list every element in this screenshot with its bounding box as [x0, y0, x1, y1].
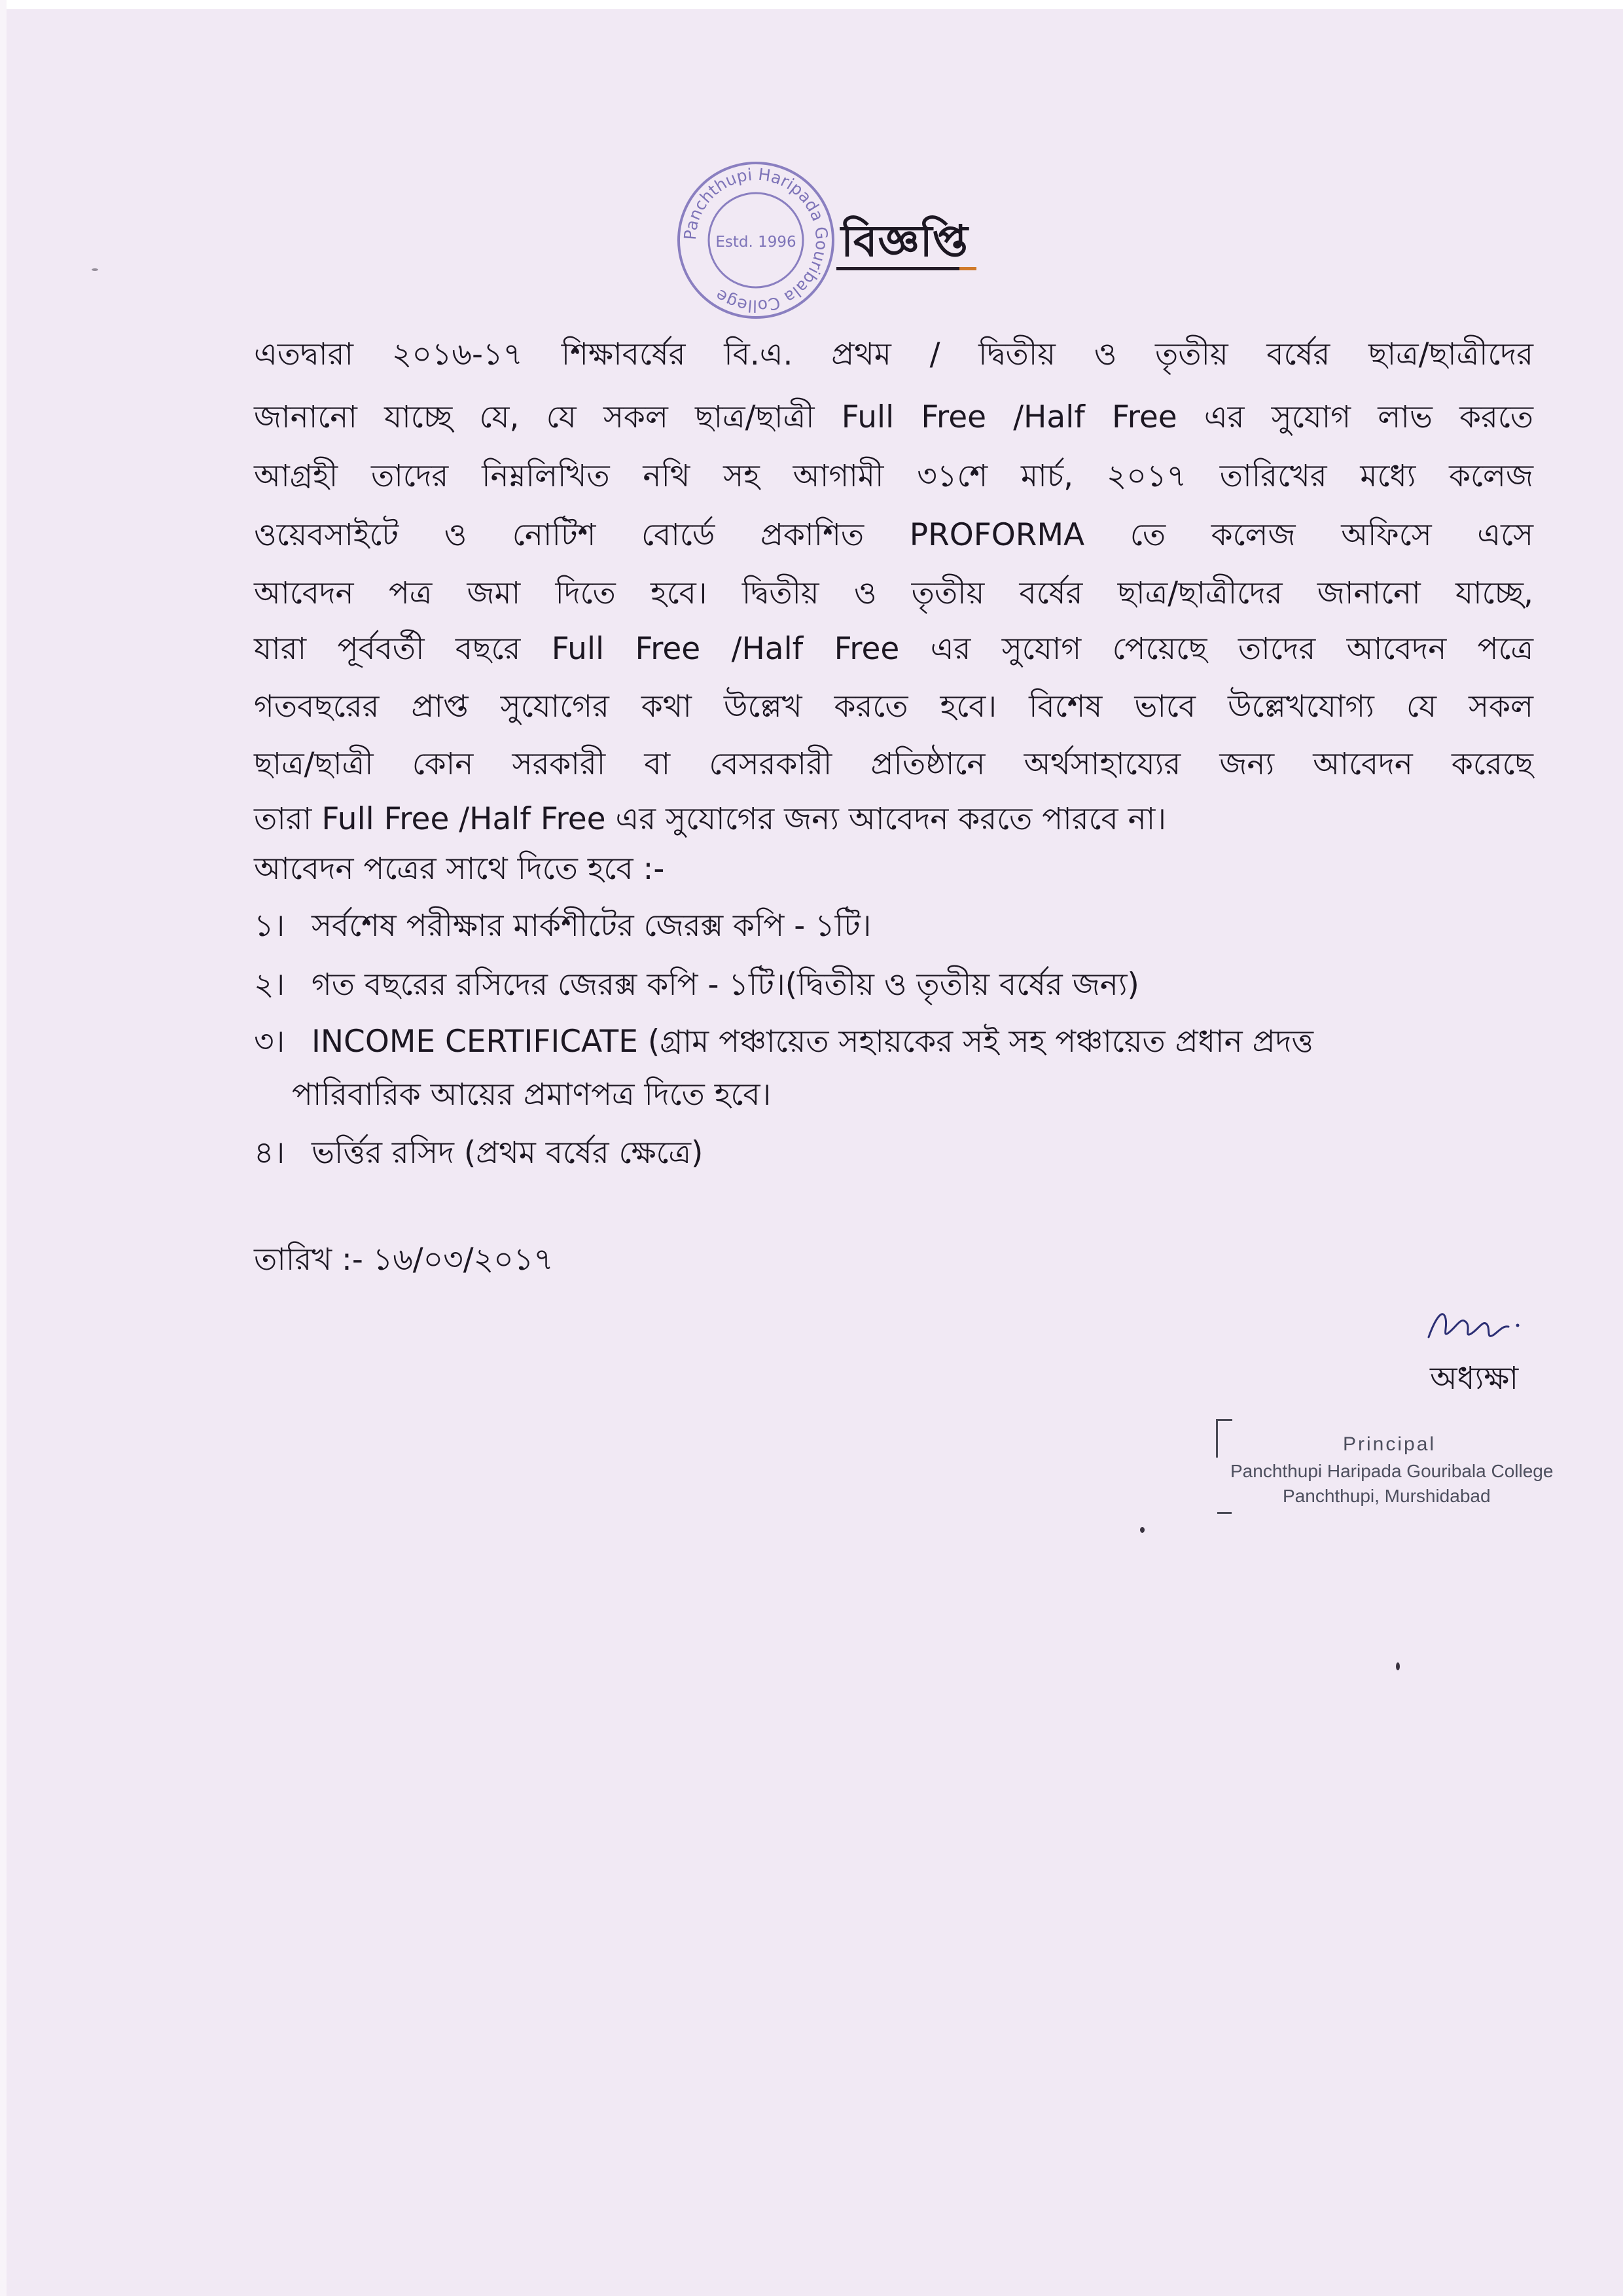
principal-signature: [1423, 1299, 1522, 1352]
scan-edge-left: [0, 0, 7, 2296]
scan-speck: [1140, 1527, 1145, 1533]
list-item-number: ১।: [254, 908, 285, 944]
list-item: গত বছরের রসিদের জেরক্স কপি - ১টি।(দ্বিতীয় ও তৃতীয় বর্ষের জন্য): [312, 967, 1139, 1003]
paragraph-line: আগ্রহী তাদের নিম্নলিখিত নথি সহ আগামী ৩১শে মার্চ, ২০১৭ তারিখের মধ্যে কলেজ: [254, 458, 1533, 494]
stamp-address: Panchthupi, Murshidabad: [1283, 1486, 1491, 1506]
list-item: ভর্ত্তির রসিদ (প্রথম বর্ষের ক্ষেত্রে): [312, 1135, 704, 1171]
scan-edge-top: [0, 0, 1623, 9]
paragraph-line: ওয়েবসাইটে ও নোটিশ বোর্ডে প্রকাশিত PROFORMA তে কলেজ অফিসে এসে: [254, 517, 1533, 553]
paragraph-line: তারা Full Free /Half Free এর সুযোগের জন্য আবেদন করতে পারবে না।: [254, 801, 1167, 837]
paragraph-line: গতবছরের প্রাপ্ত সুযোগের কথা উল্লেখ করতে হবে। বিশেষ ভাবে উল্লেখযোগ্য যে সকল: [254, 689, 1533, 725]
stamp-dash: [1217, 1512, 1232, 1514]
date-line: তারিখ :- ১৬/০৩/২০১৭: [254, 1242, 554, 1278]
college-seal: [674, 158, 838, 322]
stamp-college: Panchthupi Haripada Gouribala College: [1230, 1461, 1554, 1481]
list-item: INCOME CERTIFICATE (গ্রাম পঞ্চায়েত সহায়কের সই সহ পঞ্চায়েত প্রধান প্রদত্ত: [312, 1024, 1314, 1060]
seal-college-name: Panchthupi Haripada Gouribala College: [680, 164, 832, 316]
stamp-title: Principal: [1343, 1433, 1436, 1455]
list-item-number: ২।: [254, 967, 285, 1003]
seal-estd: Estd. 1996: [715, 234, 796, 251]
list-heading: আবেদন পত্রের সাথে দিতে হবে :-: [254, 851, 665, 887]
list-item-number: ৪।: [254, 1135, 285, 1171]
paragraph-line: আবেদন পত্র জমা দিতে হবে। দ্বিতীয় ও তৃতীয় বর্ষের ছাত্র/ছাত্রীদের জানানো যাচ্ছে,: [254, 575, 1533, 611]
paragraph-line: এতদ্বারা ২০১৬-১৭ শিক্ষাবর্ষের বি.এ. প্রথম / দ্বিতীয় ও তৃতীয় বর্ষের ছাত্র/ছাত্রীদের: [254, 336, 1533, 372]
paragraph-line: ছাত্র/ছাত্রী কোন সরকারী বা বেসরকারী প্রতিষ্ঠানে অর্থসাহায্যের জন্য আবেদন করেছে: [254, 746, 1533, 782]
stamp-bracket: [1216, 1419, 1232, 1458]
designation: অধ্যক্ষা: [1430, 1360, 1519, 1397]
list-item-continuation: পারিবারিক আয়ের প্রমাণপত্র দিতে হবে।: [292, 1077, 772, 1113]
title-underline: [836, 267, 959, 270]
scan-speck: [92, 268, 98, 271]
notice-title: বিজ্ঞপ্তি: [841, 216, 969, 266]
paragraph-line: জানানো যাচ্ছে যে, যে সকল ছাত্র/ছাত্রী Full Free /Half Free এর সুযোগ লাভ করতে: [254, 399, 1533, 435]
list-item: সর্বশেষ পরীক্ষার মার্কশীটের জেরক্স কপি - ১টি।: [312, 908, 872, 944]
scan-speck: [1396, 1662, 1400, 1670]
list-item-number: ৩।: [254, 1024, 285, 1060]
paragraph-line: যারা পূর্ববর্তী বছরে Full Free /Half Free এর সুযোগ পেয়েছে তাদের আবেদন পত্রে: [254, 631, 1533, 667]
title-underline-accent: [959, 267, 976, 270]
